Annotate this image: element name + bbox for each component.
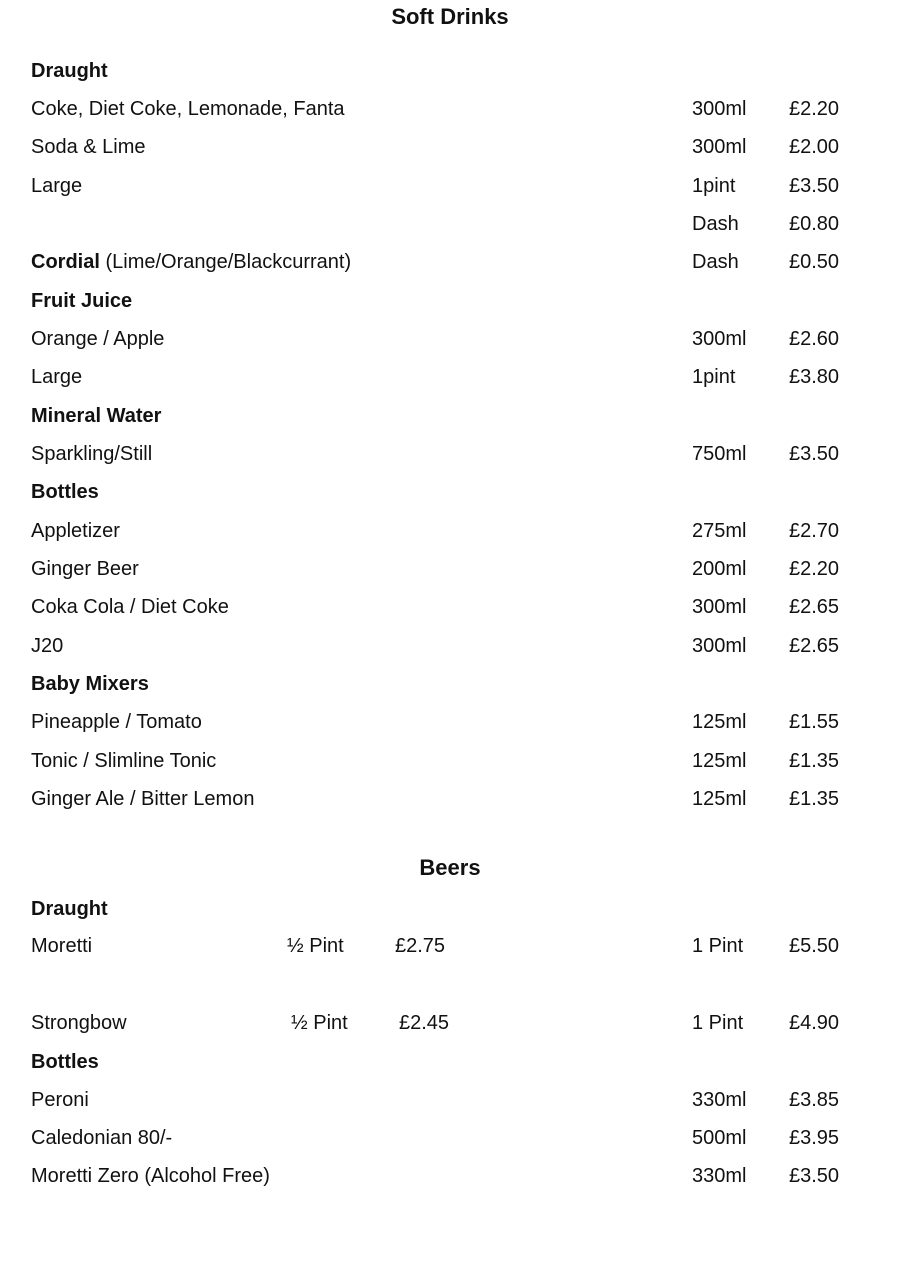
item-price: £2.70 [789,520,840,542]
menu-item [31,1124,900,1152]
cordial-heading: Cordial [31,251,100,273]
item-name: Large [31,366,83,388]
item-size: 300ml [692,635,747,657]
menu-item [31,708,900,736]
item-price: £3.80 [789,366,840,388]
menu-item [31,133,900,161]
item-name: Moretti [31,935,93,957]
item-size: Dash [692,213,739,235]
menu-item [31,363,900,391]
menu-item [31,555,900,583]
item-name: J20 [31,635,64,657]
menu-item [31,1162,900,1190]
menu-item [31,932,900,960]
beers-title: Beers [419,855,481,880]
item-size: 300ml [692,328,747,350]
section-heading-beer-bottles: Bottles [31,1051,99,1073]
item-name: Moretti Zero (Alcohol Free) [31,1165,270,1187]
item-price: £3.95 [789,1127,840,1149]
item-price: £3.50 [789,175,840,197]
item-price: £2.20 [789,558,840,580]
item-name: Tonic / Slimline Tonic [31,750,217,772]
item-half-price: £2.75 [395,935,446,957]
section-heading-fruit-juice: Fruit Juice [31,290,133,312]
item-price: £3.50 [789,1165,840,1187]
menu-item [31,95,900,123]
menu-item [31,517,900,545]
item-price: £3.50 [789,443,840,465]
menu-item [31,325,900,353]
item-size: 330ml [692,1089,747,1111]
item-size: 275ml [692,520,747,542]
item-name: Orange / Apple [31,328,165,350]
cordial-detail: (Lime/Orange/Blackcurrant) [99,251,352,273]
item-price: £1.35 [789,750,840,772]
item-price: £2.20 [789,98,840,120]
item-size: 1pint [692,366,736,388]
item-half-price: £2.45 [399,1012,450,1034]
item-name: Ginger Beer [31,558,139,580]
item-size: 300ml [692,596,747,618]
menu-item [31,1009,900,1037]
soft-drinks-title: Soft Drinks [391,4,509,29]
item-price: £2.65 [789,635,840,657]
item-size: 1 Pint [692,1012,744,1034]
item-name: Coke, Diet Coke, Lemonade, Fanta [31,98,345,120]
section-heading-baby-mixers: Baby Mixers [31,673,149,695]
item-price: £5.50 [789,935,840,957]
menu-item-cordial [31,248,900,276]
item-name: Peroni [31,1089,89,1111]
menu-item [31,440,900,468]
item-name: Pineapple / Tomato [31,711,202,733]
item-name: Coka Cola / Diet Coke [31,596,229,618]
item-price: £2.60 [789,328,840,350]
item-name: Soda & Lime [31,136,146,158]
item-size: 1pint [692,175,736,197]
menu-item [31,172,900,200]
item-size: 1 Pint [692,935,744,957]
item-size: 300ml [692,98,747,120]
item-name: Ginger Ale / Bitter Lemon [31,788,255,810]
menu-item [31,632,900,660]
item-size: 125ml [692,711,747,733]
menu-item [31,210,900,238]
item-price: £1.55 [789,711,840,733]
item-price: £2.65 [789,596,840,618]
item-name: Strongbow [31,1012,127,1034]
item-price: £0.50 [789,251,840,273]
item-price: £1.35 [789,788,840,810]
item-price: £3.85 [789,1089,840,1111]
item-size: 330ml [692,1165,747,1187]
item-name: Appletizer [31,520,120,542]
item-size: 500ml [692,1127,747,1149]
item-size: Dash [692,251,739,273]
menu-item [31,785,900,813]
menu-item [31,1086,900,1114]
section-heading-mineral-water: Mineral Water [31,405,162,427]
item-size: 125ml [692,788,747,810]
item-half-size: ½ Pint [291,1012,348,1034]
item-price: £0.80 [789,213,840,235]
section-heading-draught: Draught [31,60,108,82]
item-price: £2.00 [789,136,840,158]
item-size: 300ml [692,136,747,158]
section-heading-beer-draught: Draught [31,898,108,920]
item-name: Sparkling/Still [31,443,153,465]
item-name: Large [31,175,83,197]
section-heading-bottles: Bottles [31,481,99,503]
item-price: £4.90 [789,1012,840,1034]
menu-item [31,593,900,621]
item-size: 750ml [692,443,747,465]
item-size: 125ml [692,750,747,772]
item-half-size: ½ Pint [287,935,344,957]
menu-item [31,747,900,775]
item-size: 200ml [692,558,747,580]
item-name: Caledonian 80/- [31,1127,173,1149]
